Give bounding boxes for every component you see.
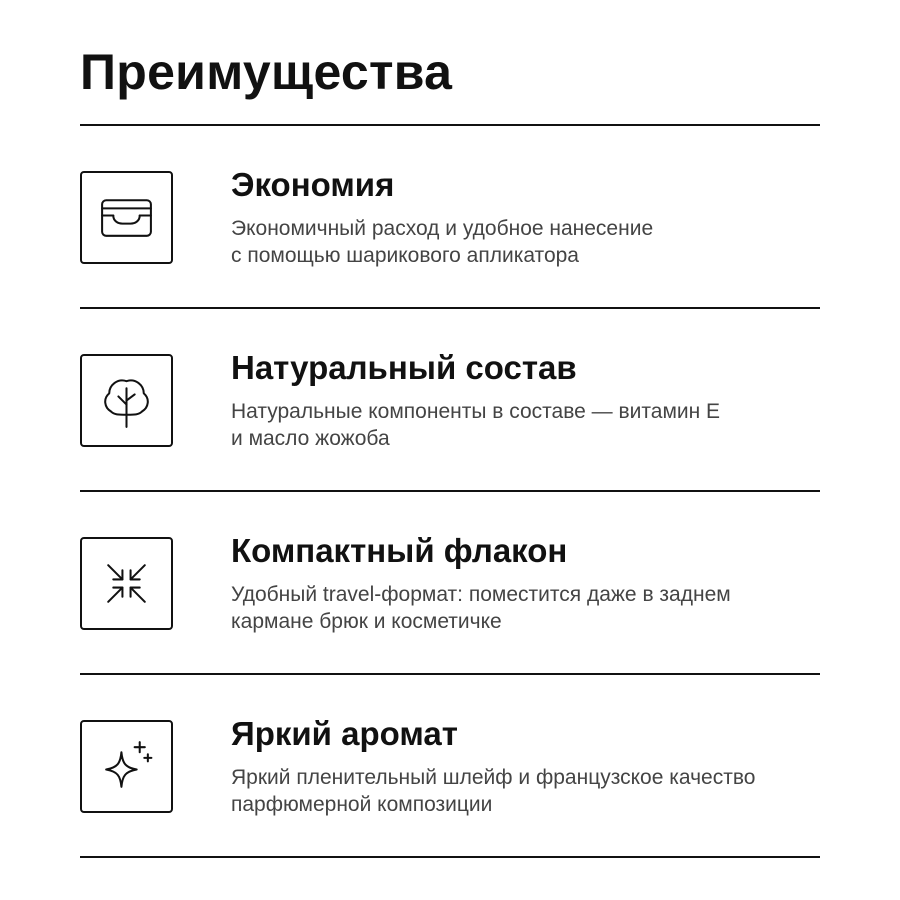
feature-heading: Компактный флакон	[231, 532, 568, 569]
feature-icon-box	[80, 537, 173, 630]
divider	[80, 124, 820, 126]
feature-heading: Экономия	[231, 166, 395, 203]
divider	[80, 490, 820, 492]
feature-description: Натуральные компоненты в составе — витамин Е и масло жожоба	[231, 400, 721, 450]
feature-icon-box	[80, 720, 173, 813]
tree-icon	[96, 370, 157, 431]
sparkle-icon	[96, 736, 157, 797]
feature-bright-aroma	[80, 715, 820, 860]
feature-heading: Яркий аромат	[231, 715, 458, 752]
feature-economy	[80, 166, 820, 311]
feature-compact-bottle	[80, 532, 820, 677]
feature-description: Удобный travel-формат: поместится даже в заднем кармане брюк и косметичке	[231, 583, 731, 633]
page-title: Преимущества	[80, 44, 453, 100]
feature-icon-box	[80, 171, 173, 264]
wallet-icon	[96, 187, 157, 248]
divider	[80, 673, 820, 675]
compress-arrows-icon	[96, 553, 157, 614]
feature-heading: Натуральный состав	[231, 349, 577, 386]
feature-icon-box	[80, 354, 173, 447]
divider	[80, 856, 820, 858]
feature-description: Экономичный расход и удобное нанесение с помощью шарикового апликатора	[231, 217, 654, 267]
feature-natural-composition	[80, 349, 820, 494]
divider	[80, 307, 820, 309]
feature-description: Яркий пленительный шлейф и французское качество парфюмерной композиции	[231, 766, 756, 816]
